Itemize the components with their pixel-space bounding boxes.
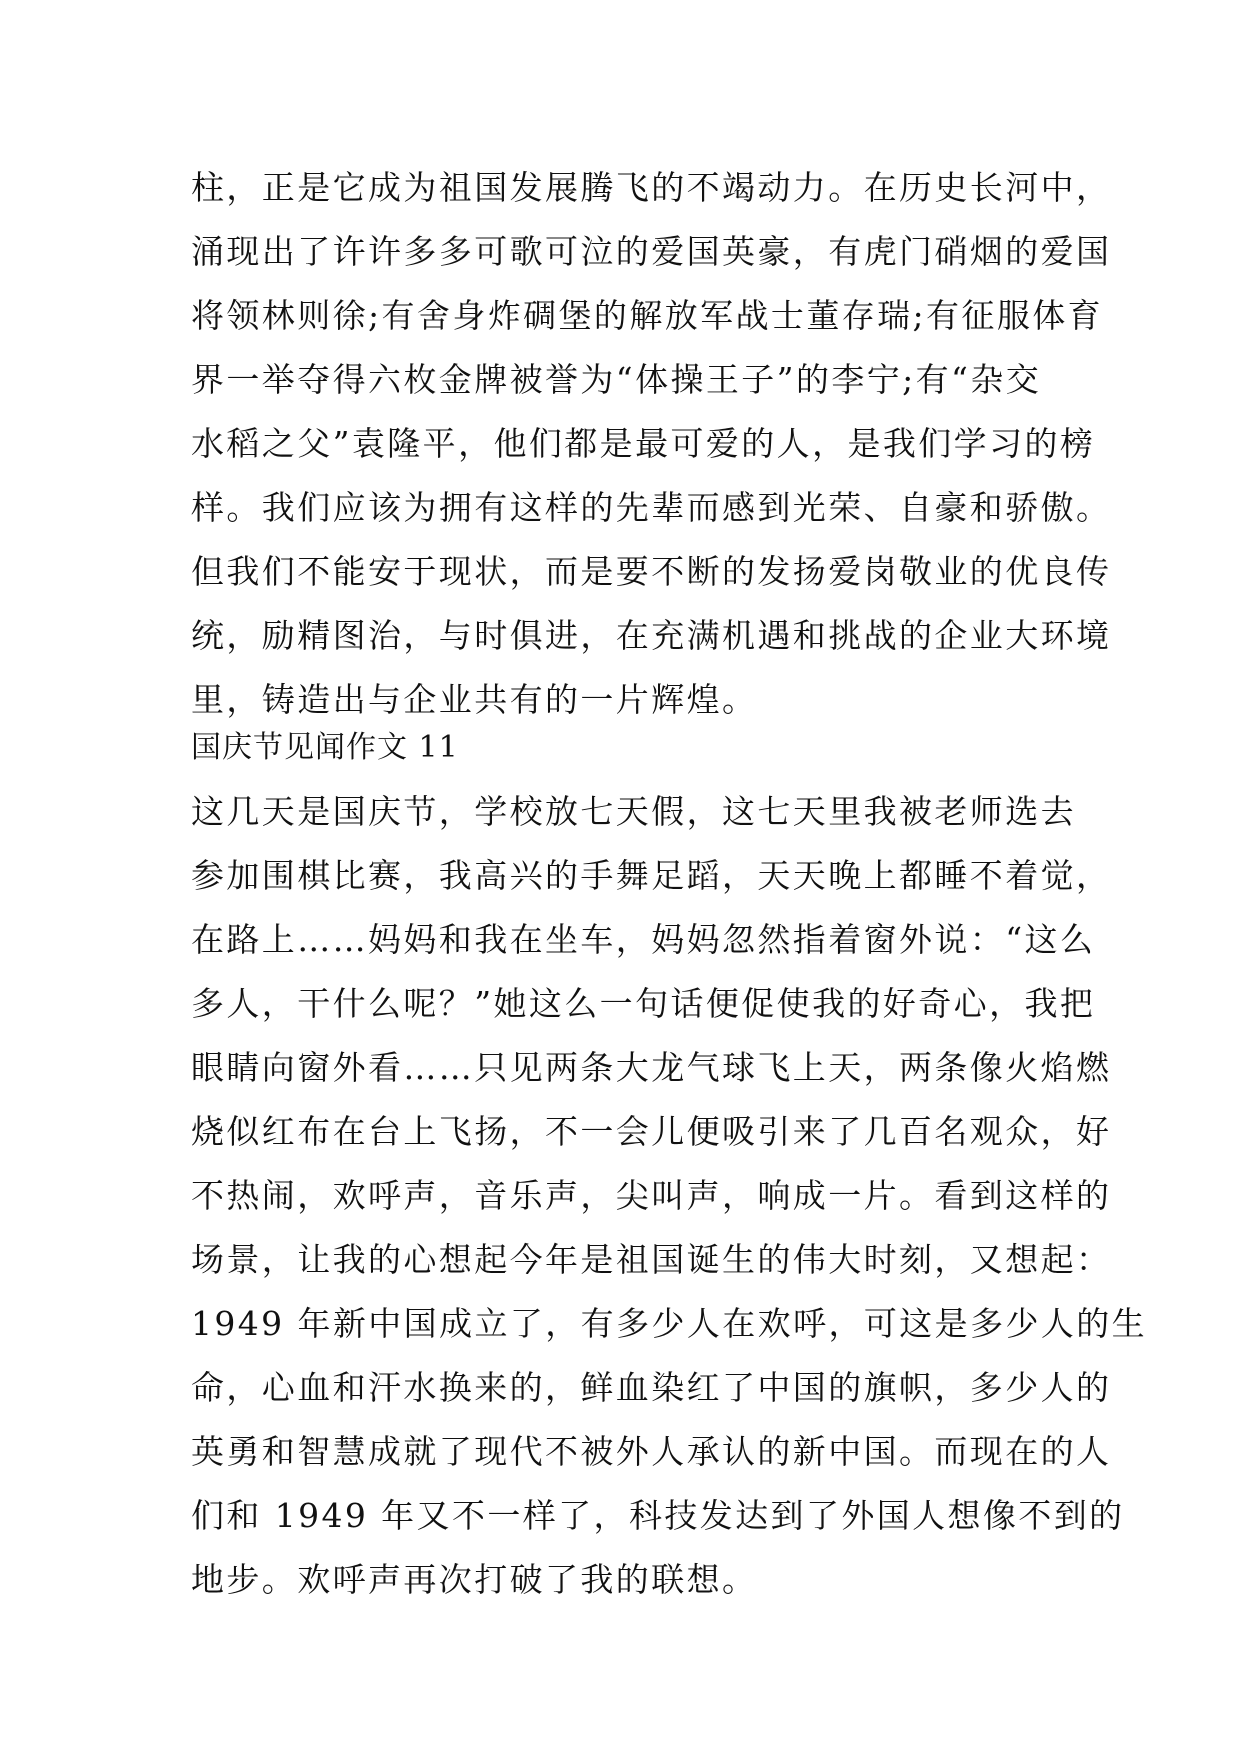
text-line: 在路上……妈妈和我在坐车，妈妈忽然指着窗外说：“这么 bbox=[191, 920, 1096, 959]
text-line: 但我们不能安于现状，而是要不断的发扬爱岗敬业的优良传 bbox=[191, 552, 1112, 591]
text-line: 水稻之父”袁隆平，他们都是最可爱的人，是我们学习的榜 bbox=[191, 424, 1096, 463]
text-line: 涌现出了许许多多可歌可泣的爱国英豪，有虎门硝烟的爱国 bbox=[191, 232, 1112, 271]
text-line: 眼睛向窗外看……只见两条大龙气球飞上天，两条像火焰燃 bbox=[191, 1048, 1112, 1087]
text-line: 不热闹，欢呼声，音乐声，尖叫声，响成一片。看到这样的 bbox=[191, 1176, 1112, 1215]
paragraph-continuation bbox=[191, 156, 1112, 732]
text-line: 1949 年新中国成立了，有多少人在欢呼，可这是多少人的生 bbox=[191, 1304, 1148, 1343]
text-line: 里，铸造出与企业共有的一片辉煌。 bbox=[191, 680, 758, 719]
text-line: 们和 1949 年又不一样了，科技发达到了外国人想像不到的 bbox=[191, 1496, 1125, 1535]
text-line: 参加围棋比赛，我高兴的手舞足蹈，天天晚上都睡不着觉， bbox=[191, 856, 1112, 895]
text-line: 统，励精图治，与时俱进，在充满机遇和挑战的企业大环境 bbox=[191, 616, 1112, 655]
section-heading: 国庆节见闻作文 11 bbox=[191, 730, 459, 765]
essay-paragraph bbox=[191, 780, 1148, 1612]
text-line: 这几天是国庆节，学校放七天假，这七天里我被老师选去 bbox=[191, 792, 1076, 831]
text-line: 样。我们应该为拥有这样的先辈而感到光荣、自豪和骄傲。 bbox=[191, 488, 1112, 527]
text-line: 柱，正是它成为祖国发展腾飞的不竭动力。在历史长河中， bbox=[191, 168, 1112, 207]
text-line: 命，心血和汗水换来的，鲜血染红了中国的旗帜，多少人的 bbox=[191, 1368, 1112, 1407]
text-line: 将领林则徐;有舍身炸碉堡的解放军战士董存瑞;有征服体育 bbox=[191, 296, 1104, 335]
text-line: 界一举夺得六枚金牌被誉为“体操王子”的李宁;有“杂交 bbox=[191, 360, 1042, 399]
text-line: 英勇和智慧成就了现代不被外人承认的新中国。而现在的人 bbox=[191, 1432, 1112, 1471]
text-line: 地步。欢呼声再次打破了我的联想。 bbox=[191, 1560, 758, 1599]
text-line: 烧似红布在台上飞扬，不一会儿便吸引来了几百名观众，好 bbox=[191, 1112, 1112, 1151]
text-line: 场景，让我的心想起今年是祖国诞生的伟大时刻，又想起： bbox=[191, 1240, 1112, 1279]
text-line: 多人，干什么呢？”她这么一句话便促使我的好奇心，我把 bbox=[191, 984, 1096, 1023]
